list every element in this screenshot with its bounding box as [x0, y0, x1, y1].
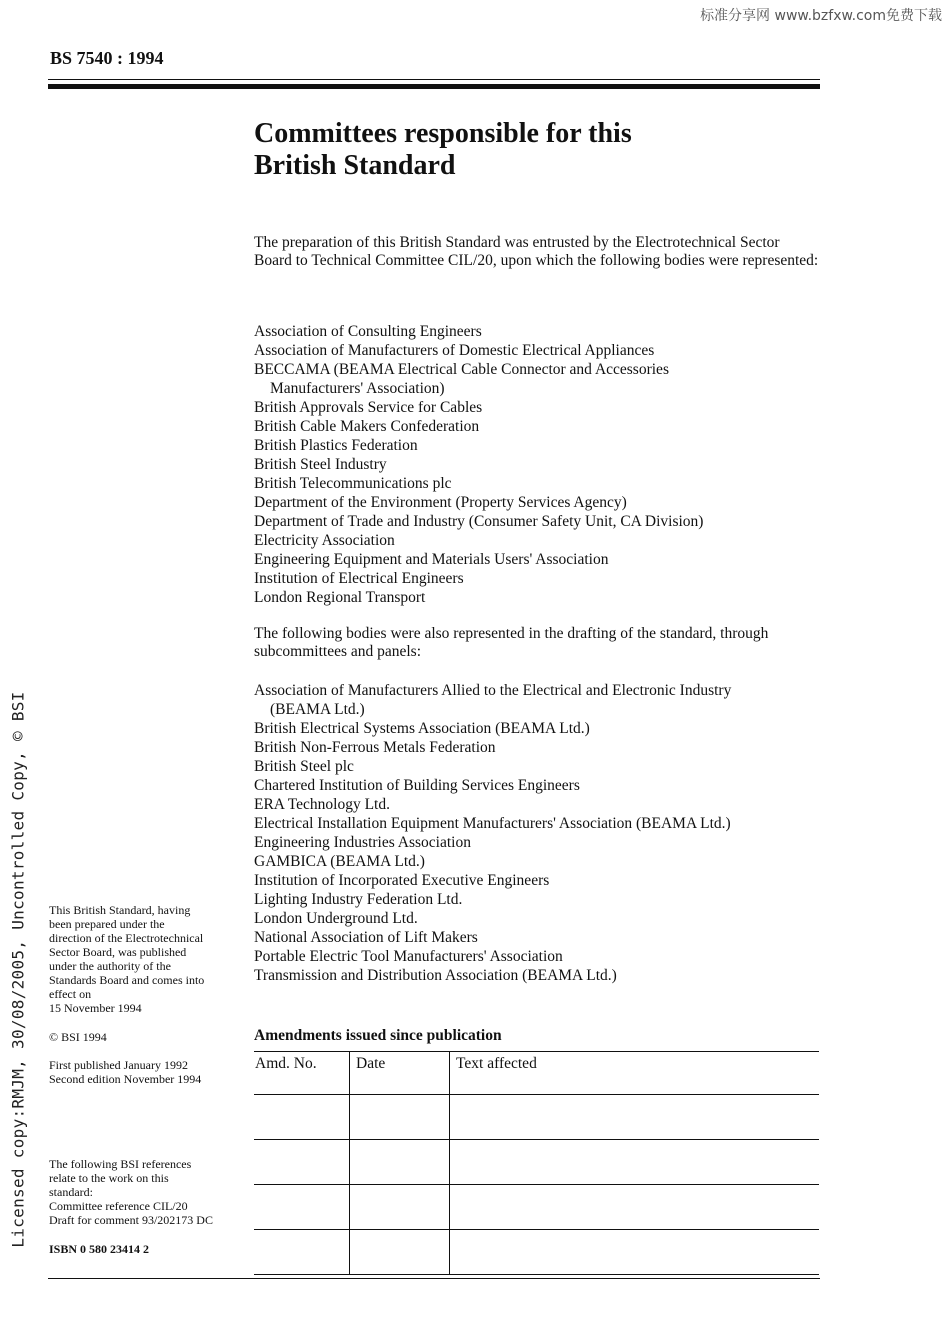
- list-item: Association of Manufacturers of Domestic Electrical Appliances: [254, 342, 655, 359]
- reference-line: relate to the work on this: [49, 1171, 169, 1185]
- table-cell: [254, 1095, 350, 1140]
- list-item: Electricity Association: [254, 532, 395, 549]
- column-header-date: Date: [350, 1052, 450, 1095]
- list-item: [254, 360, 703, 398]
- table-row: [254, 1185, 819, 1230]
- list-item: Engineering Equipment and Materials Users' Association: [254, 551, 609, 568]
- table-cell: [350, 1230, 450, 1275]
- standard-number: BS 7540 : 1994: [50, 48, 164, 68]
- list-item-line: BECCAMA (BEAMA Electrical Cable Connector and Accessories: [254, 361, 669, 378]
- table-cell: [450, 1140, 820, 1185]
- note-line: been prepared under the: [49, 917, 165, 931]
- list-item: Department of the Environment (Property Services Agency): [254, 494, 627, 511]
- header-rule-thin: [48, 79, 820, 80]
- list-item: London Underground Ltd.: [254, 910, 418, 927]
- list-item: British Non-Ferrous Metals Federation: [254, 739, 496, 756]
- reference-line: Committee reference CIL/20: [49, 1199, 188, 1213]
- table-row: [254, 1095, 819, 1140]
- table-cell: [450, 1185, 820, 1230]
- publication-note: [49, 903, 239, 1015]
- watermark-text: 标准分享网 www.bzfxw.com免费下载: [700, 8, 942, 24]
- list-item: National Association of Lift Makers: [254, 929, 478, 946]
- column-header-amd-no: Amd. No.: [254, 1052, 350, 1095]
- list-item: British Telecommunications plc: [254, 475, 452, 492]
- note-line: effect on: [49, 987, 92, 1001]
- isbn: ISBN 0 580 23414 2: [49, 1242, 150, 1256]
- list-item: British Electrical Systems Association (BEAMA Ltd.): [254, 720, 590, 737]
- list-item: ERA Technology Ltd.: [254, 796, 390, 813]
- note-line: 15 November 1994: [49, 1001, 142, 1015]
- table-row: [254, 1230, 819, 1275]
- table-cell: [450, 1095, 820, 1140]
- list-item: Transmission and Distribution Association (BEAMA Ltd.): [254, 967, 617, 984]
- amendments-title: Amendments issued since publication: [254, 1027, 502, 1044]
- list-item: Department of Trade and Industry (Consumer Safety Unit, CA Division): [254, 513, 704, 530]
- reference-line: Draft for comment 93/202173 DC: [49, 1213, 213, 1227]
- list-item-line: Manufacturers' Association): [270, 380, 445, 397]
- table-cell: [350, 1140, 450, 1185]
- table-header-row: [254, 1052, 819, 1095]
- header-rule-thick: [48, 84, 820, 89]
- table-cell: [254, 1185, 350, 1230]
- list-item: GAMBICA (BEAMA Ltd.): [254, 853, 425, 870]
- committee-bodies-list: [254, 322, 703, 607]
- list-item: [254, 681, 731, 719]
- reference-line: standard:: [49, 1185, 93, 1199]
- table-cell: [450, 1230, 820, 1275]
- reference-line: The following BSI references: [49, 1157, 192, 1171]
- table-cell: [254, 1230, 350, 1275]
- column-header-text-affected: Text affected: [450, 1052, 820, 1095]
- footer-rule: [48, 1278, 820, 1279]
- table-cell: [350, 1095, 450, 1140]
- note-line: This British Standard, having: [49, 903, 191, 917]
- list-item: London Regional Transport: [254, 589, 426, 606]
- list-item-line: (BEAMA Ltd.): [270, 701, 365, 718]
- note-line: Standards Board and comes into: [49, 973, 205, 987]
- intro-paragraph: The preparation of this British Standard was entrusted by the Electrotechnical Sector Board to Technical Committee CIL/20, upon which the following bodies were represented:: [254, 234, 819, 269]
- list-item: Electrical Installation Equipment Manufacturers' Association (BEAMA Ltd.): [254, 815, 731, 832]
- bsi-references: [49, 1157, 239, 1227]
- list-item: Portable Electric Tool Manufacturers' Association: [254, 948, 563, 965]
- list-item: Lighting Industry Federation Ltd.: [254, 891, 463, 908]
- list-item: Institution of Electrical Engineers: [254, 570, 464, 587]
- list-item: Chartered Institution of Building Services Engineers: [254, 777, 580, 794]
- edition-line: First published January 1992: [49, 1058, 188, 1072]
- amendments-table: [254, 1051, 819, 1275]
- table-cell: [350, 1185, 450, 1230]
- page-title: [254, 118, 632, 182]
- subcommittee-bodies-list: [254, 681, 731, 985]
- table-row: [254, 1140, 819, 1185]
- list-item: Engineering Industries Association: [254, 834, 471, 851]
- list-item-line: Association of Manufacturers Allied to the Electrical and Electronic Industry: [254, 682, 732, 699]
- note-line: Sector Board, was published: [49, 945, 187, 959]
- list-item: British Steel plc: [254, 758, 354, 775]
- list-item: Institution of Incorporated Executive Engineers: [254, 872, 550, 889]
- list-item: British Steel Industry: [254, 456, 387, 473]
- list-item: British Plastics Federation: [254, 437, 418, 454]
- title-line-1: Committees responsible for this: [254, 118, 632, 149]
- title-line-2: British Standard: [254, 150, 456, 181]
- list-item: British Approvals Service for Cables: [254, 399, 483, 416]
- list-item: British Cable Makers Confederation: [254, 418, 480, 435]
- edition-history: [49, 1058, 239, 1086]
- note-line: direction of the Electrotechnical: [49, 931, 204, 945]
- license-stamp: Licensed copy:RMJM, 30/08/2005, Uncontrolled Copy, © BSI: [8, 691, 28, 1248]
- subcommittee-intro: The following bodies were also represented in the drafting of the standard, through subcommittees and panels:: [254, 625, 769, 660]
- edition-line: Second edition November 1994: [49, 1072, 202, 1086]
- list-item: Association of Consulting Engineers: [254, 323, 482, 340]
- table-cell: [254, 1140, 350, 1185]
- copyright-notice: © BSI 1994: [49, 1030, 107, 1044]
- note-line: under the authority of the: [49, 959, 171, 973]
